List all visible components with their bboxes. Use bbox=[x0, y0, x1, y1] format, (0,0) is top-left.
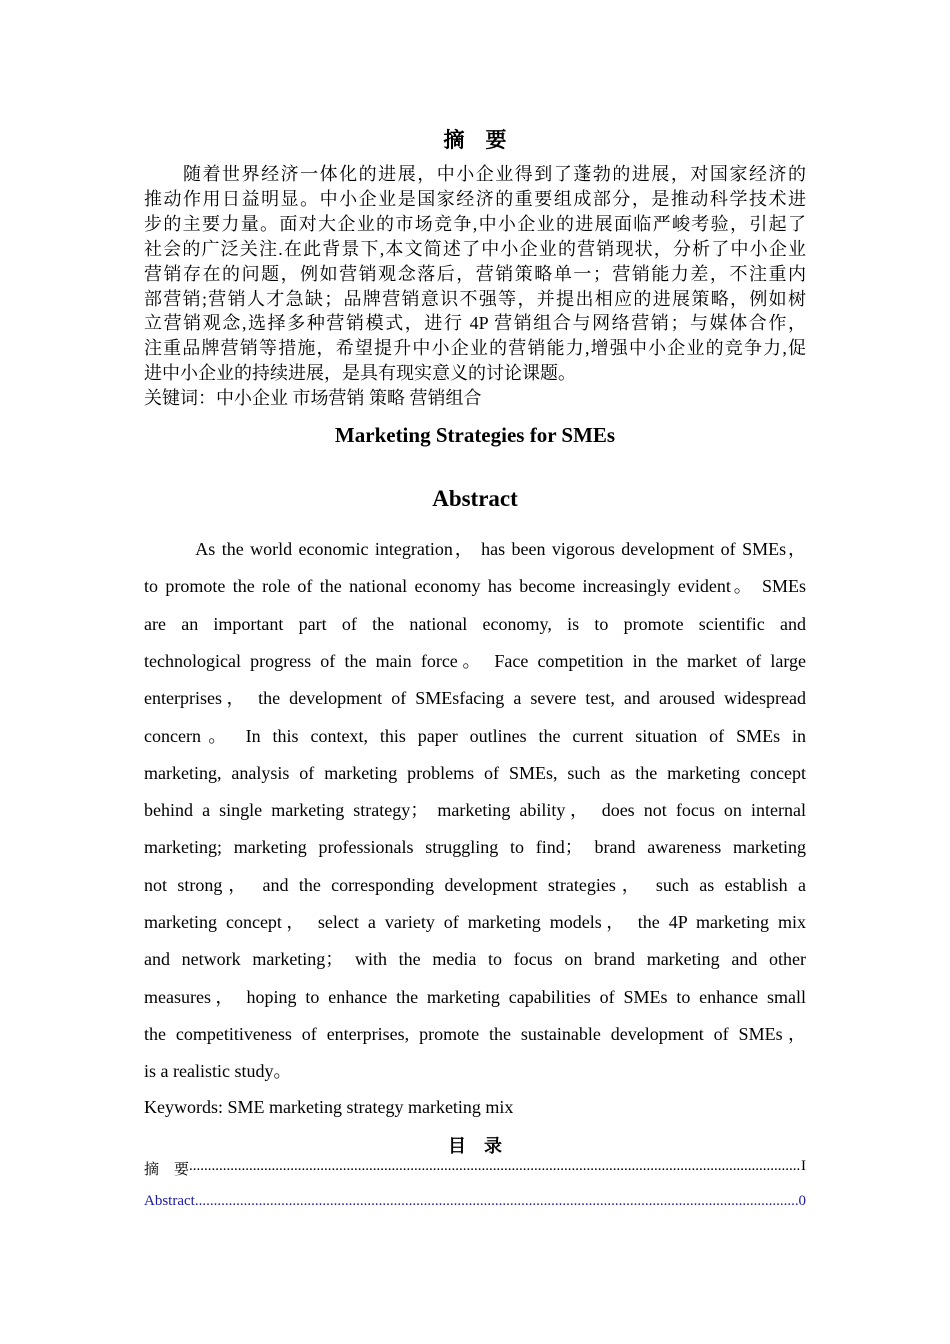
cn-keywords: 关键词：中小企业 市场营销 策略 营销组合 bbox=[144, 388, 482, 408]
text-line: enterprises， the development of SMEsfacing a severe test, and aroused widespread bbox=[144, 688, 806, 709]
text-line: 推动作用日益明显。中小企业是国家经济的重要组成部分，是推动科学技术进 bbox=[144, 188, 806, 209]
toc-label: 摘 要 bbox=[144, 1162, 190, 1178]
text-line: the competitiveness of enterprises, promote the sustainable development of SMEs， bbox=[144, 1023, 806, 1044]
text-line: 步的主要力量。面对大企业的市场竞争,中小企业的进展面临严峻考验，引起了 bbox=[144, 213, 806, 234]
text-line: 社会的广泛关注.在此背景下,本文简述了中小企业的营销现状，分析了中小企业 bbox=[144, 238, 806, 259]
en-title: Marketing Strategies for SMEs bbox=[334, 423, 616, 447]
toc-entry-abstract[interactable] bbox=[144, 1193, 806, 1210]
text-line: marketing; marketing professionals struggling to find； brand awareness marketing bbox=[144, 837, 806, 858]
text-line: behind a single marketing strategy； marketing ability， does not focus on internal bbox=[144, 800, 806, 821]
text-line: and network marketing； with the media to focus on brand marketing and other bbox=[144, 949, 806, 970]
text-line: As the world economic integration， has been vigorous development of SMEs， bbox=[144, 539, 806, 559]
en-abstract-title: Abstract bbox=[432, 486, 518, 511]
text-line: 注重品牌营销等措施，希望提升中小企业的营销能力,增强中小企业的竞争力,促 bbox=[144, 338, 806, 359]
toc-page: I bbox=[801, 1158, 806, 1174]
text-line: 进中小企业的持续进展，是具有现实意义的讨论课题。 bbox=[144, 363, 576, 384]
toc-leader bbox=[195, 1193, 799, 1210]
toc-label: Abstract bbox=[144, 1193, 195, 1209]
text-line: marketing concept， select a variety of marketing models， the 4P marketing mix bbox=[144, 912, 806, 932]
text-line: measures， hoping to enhance the marketing capabilities of SMEs to enhance small bbox=[144, 986, 806, 1007]
text-line: marketing, analysis of marketing problems of SMEs, such as the marketing concept bbox=[144, 762, 806, 783]
toc-leader bbox=[189, 1158, 801, 1179]
toc-title: 目 录 bbox=[448, 1136, 502, 1156]
text-line: to promote the role of the national economy has become increasingly evident。 SMEs bbox=[144, 576, 806, 597]
text-line: 随着世界经济一体化的进展，中小企业得到了蓬勃的进展，对国家经济的 bbox=[144, 164, 806, 184]
text-line: is a realistic study。 bbox=[144, 1061, 292, 1082]
text-line: 营销存在的问题，例如营销观念落后，营销策略单一；营销能力差，不注重内 bbox=[144, 263, 806, 284]
cn-abstract-title: 摘 要 bbox=[443, 128, 507, 152]
toc-page: 0 bbox=[798, 1193, 806, 1209]
text-line: technological progress of the main force。 Face competition in the market of large bbox=[144, 650, 806, 671]
text-line: concern。 In this context, this paper outlines the current situation of SMEs in bbox=[144, 725, 806, 746]
text-line: are an important part of the national economy, is to promote scientific and bbox=[144, 613, 806, 634]
en-keywords: Keywords: SME marketing strategy marketing mix bbox=[144, 1097, 514, 1117]
text-line: not strong， and the corresponding development strategies， such as establish a bbox=[144, 874, 806, 895]
toc-entry-cn-abstract[interactable] bbox=[144, 1158, 806, 1179]
text-line: 立营销观念,选择多种营销模式，进行 4P 营销组合与网络营销；与媒体合作， bbox=[144, 313, 806, 334]
text-line: 部营销;营销人才急缺；品牌营销意识不强等，并提出相应的进展策略，例如树 bbox=[144, 288, 806, 309]
